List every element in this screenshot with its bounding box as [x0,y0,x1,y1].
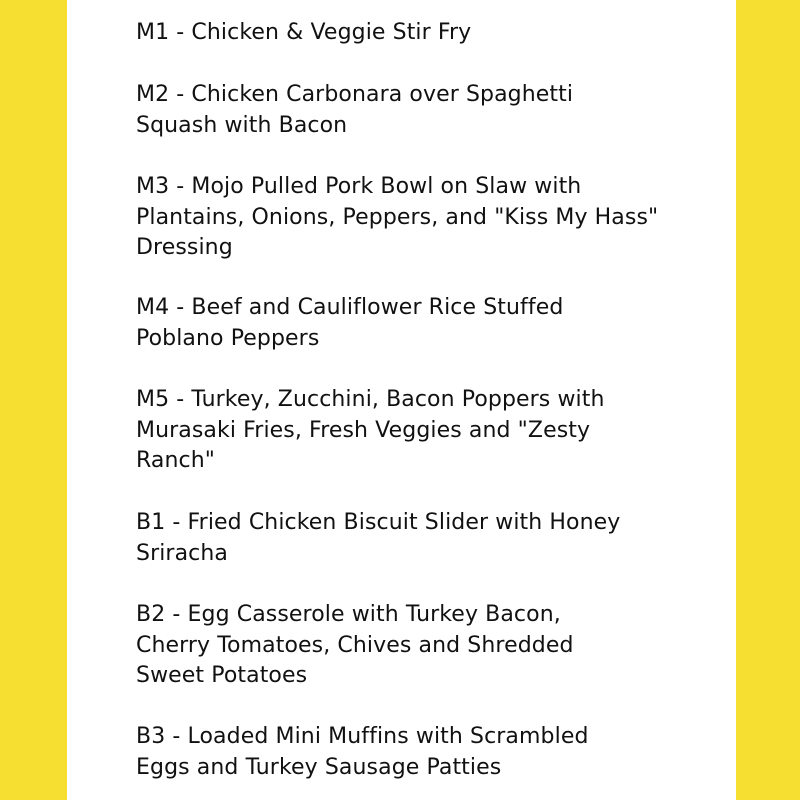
menu-item-line: Cherry Tomatoes, Chives and Shredded [136,632,574,658]
right-accent-band [736,0,800,800]
menu-item-b2 [136,600,676,692]
menu-item-line: M5 - Turkey, Zucchini, Bacon Poppers with [136,387,605,412]
menu-item-line: M2 - Chicken Carbonara over Spaghetti [136,82,574,107]
left-accent-band [0,0,67,800]
menu-item-line: Eggs and Turkey Sausage Patties [136,754,502,780]
menu-item-b3 [136,722,676,783]
menu-item-m5 [136,385,676,477]
menu-item-m4 [136,293,676,354]
menu-item-line: Dressing [136,235,233,261]
menu-item-line: Plantains, Onions, Peppers, and "Kiss My Hass" [136,204,659,230]
menu-item-line: B1 - Fried Chicken Biscuit Slider with Honey [136,510,621,535]
menu-item-line: Ranch" [136,448,215,474]
menu-item-line: Squash with Bacon [136,112,348,138]
menu-item-line: B2 - Egg Casserole with Turkey Bacon, [136,602,561,627]
menu-item-line: M4 - Beef and Cauliflower Rice Stuffed [136,295,564,320]
menu-item-m1 [136,18,676,49]
menu-item-line: Murasaki Fries, Fresh Veggies and "Zesty [136,417,591,443]
menu-item-b1 [136,508,676,569]
menu-item-line: Poblano Peppers [136,325,320,351]
menu-item-line: Sriracha [136,540,228,566]
menu-item-line: M1 - Chicken & Veggie Stir Fry [136,20,472,45]
menu-item-m2 [136,80,676,141]
menu-item-m3 [136,172,676,264]
menu-item-line: B3 - Loaded Mini Muffins with Scrambled [136,724,589,749]
menu-item-line: Sweet Potatoes [136,663,308,689]
menu-item-line: M3 - Mojo Pulled Pork Bowl on Slaw with [136,174,582,199]
